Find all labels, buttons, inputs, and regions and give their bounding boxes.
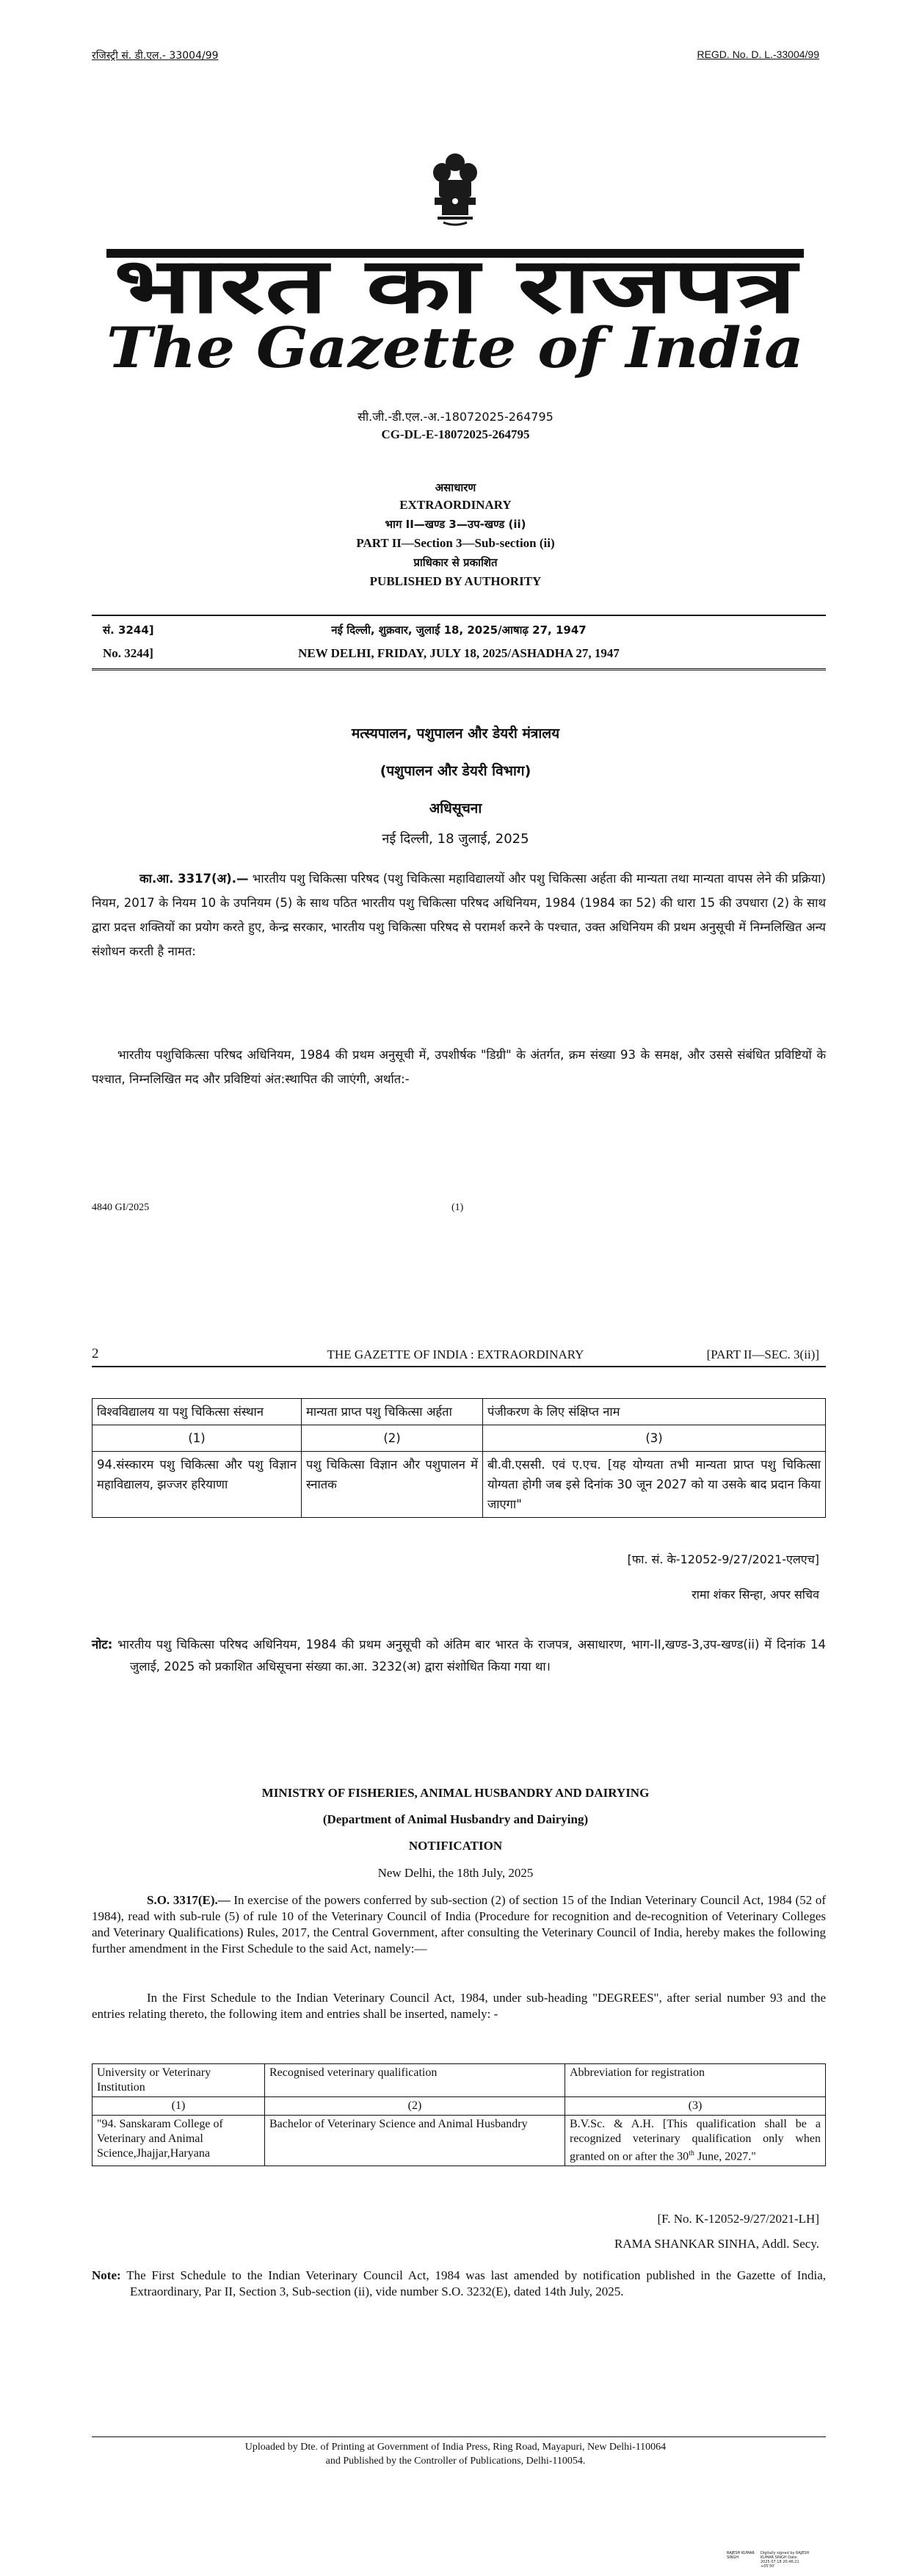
table-header-cell: Abbreviation for registration [565, 2064, 826, 2097]
ministry-title-hindi: मत्स्यपालन, पशुपालन और डेयरी मंत्रालय [351, 726, 560, 742]
hindi-note-label: नोट: [92, 1638, 113, 1651]
english-paragraph-1-text: In exercise of the powers conferred by sub-section (2) of section 15 of the Indian Veterinary Council Act, 1984 (52 of 1984), read with sub-rule (5) of rule 10 of the Veterinary Council of India (Procedure for recognition and de-recognition of Veterinary Colleges and Veterinary Qualifications) Rules, 2017, the Central Government, after consulting the Veterinary Council of India, hereby makes the following further amendment in the First Schedule to the said Act, namely:— [92, 1893, 827, 1955]
footer-rule [92, 2436, 826, 2437]
digital-signature-name: RAJESH KUMAR SINGH [727, 2551, 755, 2560]
page1-code: 4840 GI/2025 [92, 1202, 150, 1213]
department-title-english: (Department of Animal Husbandry and Dairying) [322, 1812, 589, 1826]
table-header-cell: विश्वविद्यालय या पशु चिकित्सा संस्थान [92, 1399, 302, 1425]
english-notice-number: S.O. 3317(E).— [147, 1893, 231, 1907]
issue-number-hindi: सं. 3244] [103, 623, 154, 637]
table-header-cell: पंजीकरण के लिए संक्षिप्त नाम [483, 1399, 826, 1425]
table-row [92, 1452, 826, 1518]
hindi-paragraph-2: भारतीय पशुचिकित्सा परिषद अधिनियम, 1984 की प्रथम अनुसूची में, उपशीर्षक "डिग्री" के अंतर्गत, क्रम संख्या 93 के समक्ष, और उससे संबंधित प्रविष्टियों के पश्चात, निम्नलिखित मद और प्रविष्टियां अंत:स्थापित की जाएंगी, अर्थात:- [92, 1048, 826, 1086]
notification-title-hindi: अधिसूचना [429, 800, 482, 817]
hindi-schedule-table [92, 1398, 826, 1518]
table-number-cell: (3) [483, 1425, 826, 1452]
hindi-note [92, 1634, 826, 1678]
gazette-code-english: CG-DL-E-18072025-264795 [381, 427, 530, 441]
notification-date-english: New Delhi, the 18th July, 2025 [377, 1866, 534, 1880]
file-number-english: [F. No. K-12052-9/27/2021-LH] [657, 2212, 819, 2226]
masthead-english-text: The Gazette of India [106, 317, 804, 380]
table-number-row [92, 1425, 826, 1452]
notification-date-hindi: नई दिल्ली, 18 जुलाई, 2025 [382, 831, 529, 847]
table-number-cell: (2) [265, 2097, 565, 2116]
table-number-cell: (2) [302, 1425, 483, 1452]
hindi-paragraph-1-text: भारतीय पशु चिकित्सा परिषद (पशु चिकित्सा महाविद्यालयों और पशु चिकित्सा अर्हता की मान्यता तथा मान्यता वापस लेने की प्रक्रिया) नियम, 2017 के नियम 10 के उपनियम (5) के साथ पठित भारतीय पशु चिकित्सा परिषद अधिनियम, 1984 (1984 का 52) की धारा 15 की उपधारा (2) के साथ द्वारा प्रदत्त शक्तियों का प्रयोग करते हुए, केन्द्र सरकार, भारतीय पशु चिकित्सा परिषद से परामर्श करने के पश्चात, उक्त अधिनियम की प्रथम अनुसूची में निम्नलिखित अन्य संशोधन करती है नामत: [92, 872, 826, 958]
signatory-english: RAMA SHANKAR SINHA, Addl. Secy. [614, 2237, 819, 2251]
page2-header-rule [92, 1366, 826, 1367]
english-note [92, 2268, 826, 2300]
english-note-text: The First Schedule to the Indian Veterinary Council Act, 1984 was last amended by notification published in the Gazette of India, Extraordinary, Par II, Section 3, Sub-section (ii), vide number S.O. 3232(E), dated 14th July, 2025. [120, 2268, 826, 2298]
dateline-english [92, 646, 826, 664]
table-number-cell: (1) [92, 1425, 302, 1452]
ordinal-suffix: th [689, 2149, 694, 2157]
signatory-hindi: रामा शंकर सिन्हा, अपर सचिव [692, 1588, 819, 1602]
hindi-note-text: भारतीय पशु चिकित्सा परिषद अधिनियम, 1984 की प्रथम अनुसूची को अंतिम बार भारत के राजपत्र, असाधारण, भाग-II,खण्ड-3,उप-खण्ड(ii) में दिनांक 14 जुलाई, 2025 को प्रकाशित अधिसूचना संख्या का.आ. 3232(अ) द्वारा संशोधित किया गया था। [112, 1638, 826, 1674]
regd-number-english: REGD. No. D. L.-33004/99 [697, 48, 819, 60]
notification-title-english: NOTIFICATION [408, 1839, 503, 1853]
table-header-row [92, 2064, 826, 2097]
dateline-hindi [92, 623, 826, 640]
table-cell: "94. Sanskaram College of Veterinary and Animal Science,Jhajjar,Haryana [92, 2116, 265, 2166]
part-english: PART II—Section 3—Sub-section (ii) [356, 536, 555, 550]
table-cell [565, 2116, 826, 2166]
qualification-text-end: June, 2027." [694, 2150, 756, 2163]
extraordinary-english: EXTRAORDINARY [399, 498, 512, 512]
masthead-hindi-text: भारत का राजपत्र [114, 241, 801, 330]
file-number-hindi: [फा. सं. के-12052-9/27/2021-एलएच] [627, 1552, 819, 1566]
footer-line-2: and Published by the Controller of Publications, Delhi-110054. [325, 2456, 586, 2467]
footer-line-1: Uploaded by Dte. of Printing at Government of India Press, Ring Road, Mayapuri, New Delhi-110064 [244, 2442, 667, 2453]
english-paragraph-1 [92, 1892, 826, 1957]
ministry-title-english: MINISTRY OF FISHERIES, ANIMAL HUSBANDRY AND DAIRYING [261, 1786, 650, 1800]
part-hindi: भाग II—खण्ड 3—उप-खण्ड (ii) [385, 518, 526, 531]
english-paragraph-2: In the First Schedule to the Indian Veterinary Council Act, 1984, under sub-heading "DEGREES", after serial number 93 and the entries relating thereto, the following item and entries shall be inserted, namely: - [92, 1991, 826, 2021]
table-header-cell: मान्यता प्राप्त पशु चिकित्सा अर्हता [302, 1399, 483, 1425]
table-number-cell: (1) [92, 2097, 265, 2116]
header-rule-top [92, 615, 826, 616]
hindi-paragraph-1 [92, 866, 826, 963]
page1-number: (1) [451, 1202, 464, 1213]
masthead-english [99, 317, 811, 380]
hindi-notice-number: का.आ. 3317(अ).— [139, 872, 249, 886]
table-cell: 94.संस्कारम पशु चिकित्सा और पशु विज्ञान महाविद्यालय, झज्जर हरियाणा [92, 1452, 302, 1518]
table-header-row [92, 1399, 826, 1425]
qualification-text: B.V.Sc. & A.H. [This qualification shall be a recognized veterinary qualification only when granted on or after the 30 [570, 2118, 821, 2163]
authority-english: PUBLISHED BY AUTHORITY [369, 574, 542, 588]
national-emblem-icon [427, 151, 483, 231]
issue-date-hindi: नई दिल्ली, शुक्रवार, जुलाई 18, 2025/आषाढ़ 27, 1947 [331, 623, 587, 637]
page2-title: THE GAZETTE OF INDIA : EXTRAORDINARY [327, 1347, 584, 1361]
table-number-row [92, 2097, 826, 2116]
authority-hindi: प्राधिकार से प्रकाशित [413, 556, 498, 569]
digital-signature-details: Digitally signed by RAJESH KUMAR SINGH Date: 2025.07.18 20:46:21 +05'30' [761, 2551, 810, 2569]
header-rule-bottom [92, 668, 826, 670]
page2-number: 2 [92, 1346, 99, 1361]
table-cell: Bachelor of Veterinary Science and Animal Husbandry [265, 2116, 565, 2166]
table-row [92, 2116, 826, 2166]
table-header-cell: Recognised veterinary qualification [265, 2064, 565, 2097]
english-note-label: Note: [92, 2268, 121, 2282]
table-cell: पशु चिकित्सा विज्ञान और पशुपालन में स्नातक [302, 1452, 483, 1518]
page2-part: [PART II—SEC. 3(ii)] [706, 1347, 819, 1361]
table-number-cell: (3) [565, 2097, 826, 2116]
gazette-code-hindi: सी.जी.-डी.एल.-अ.-18072025-264795 [357, 410, 554, 424]
issue-date-english: NEW DELHI, FRIDAY, JULY 18, 2025/ASHADHA 27, 1947 [298, 646, 620, 660]
english-schedule-table [92, 2063, 826, 2166]
extraordinary-hindi: असाधारण [435, 481, 476, 494]
issue-number-english: No. 3244] [103, 646, 153, 660]
regd-number-hindi: रजिस्ट्री सं. डी.एल.- 33004/99 [92, 50, 219, 62]
department-title-hindi: (पशुपालन और डेयरी विभाग) [380, 763, 531, 779]
table-cell: बी.वी.एससी. एवं ए.एच. [यह योग्यता तभी मान्यता प्राप्त पशु चिकित्सा योग्यता होगी जब इसे दिनांक 30 जून 2027 को या उसके बाद प्रदान किया जाएगा" [483, 1452, 826, 1518]
table-header-cell: University or Veterinary Institution [92, 2064, 265, 2097]
